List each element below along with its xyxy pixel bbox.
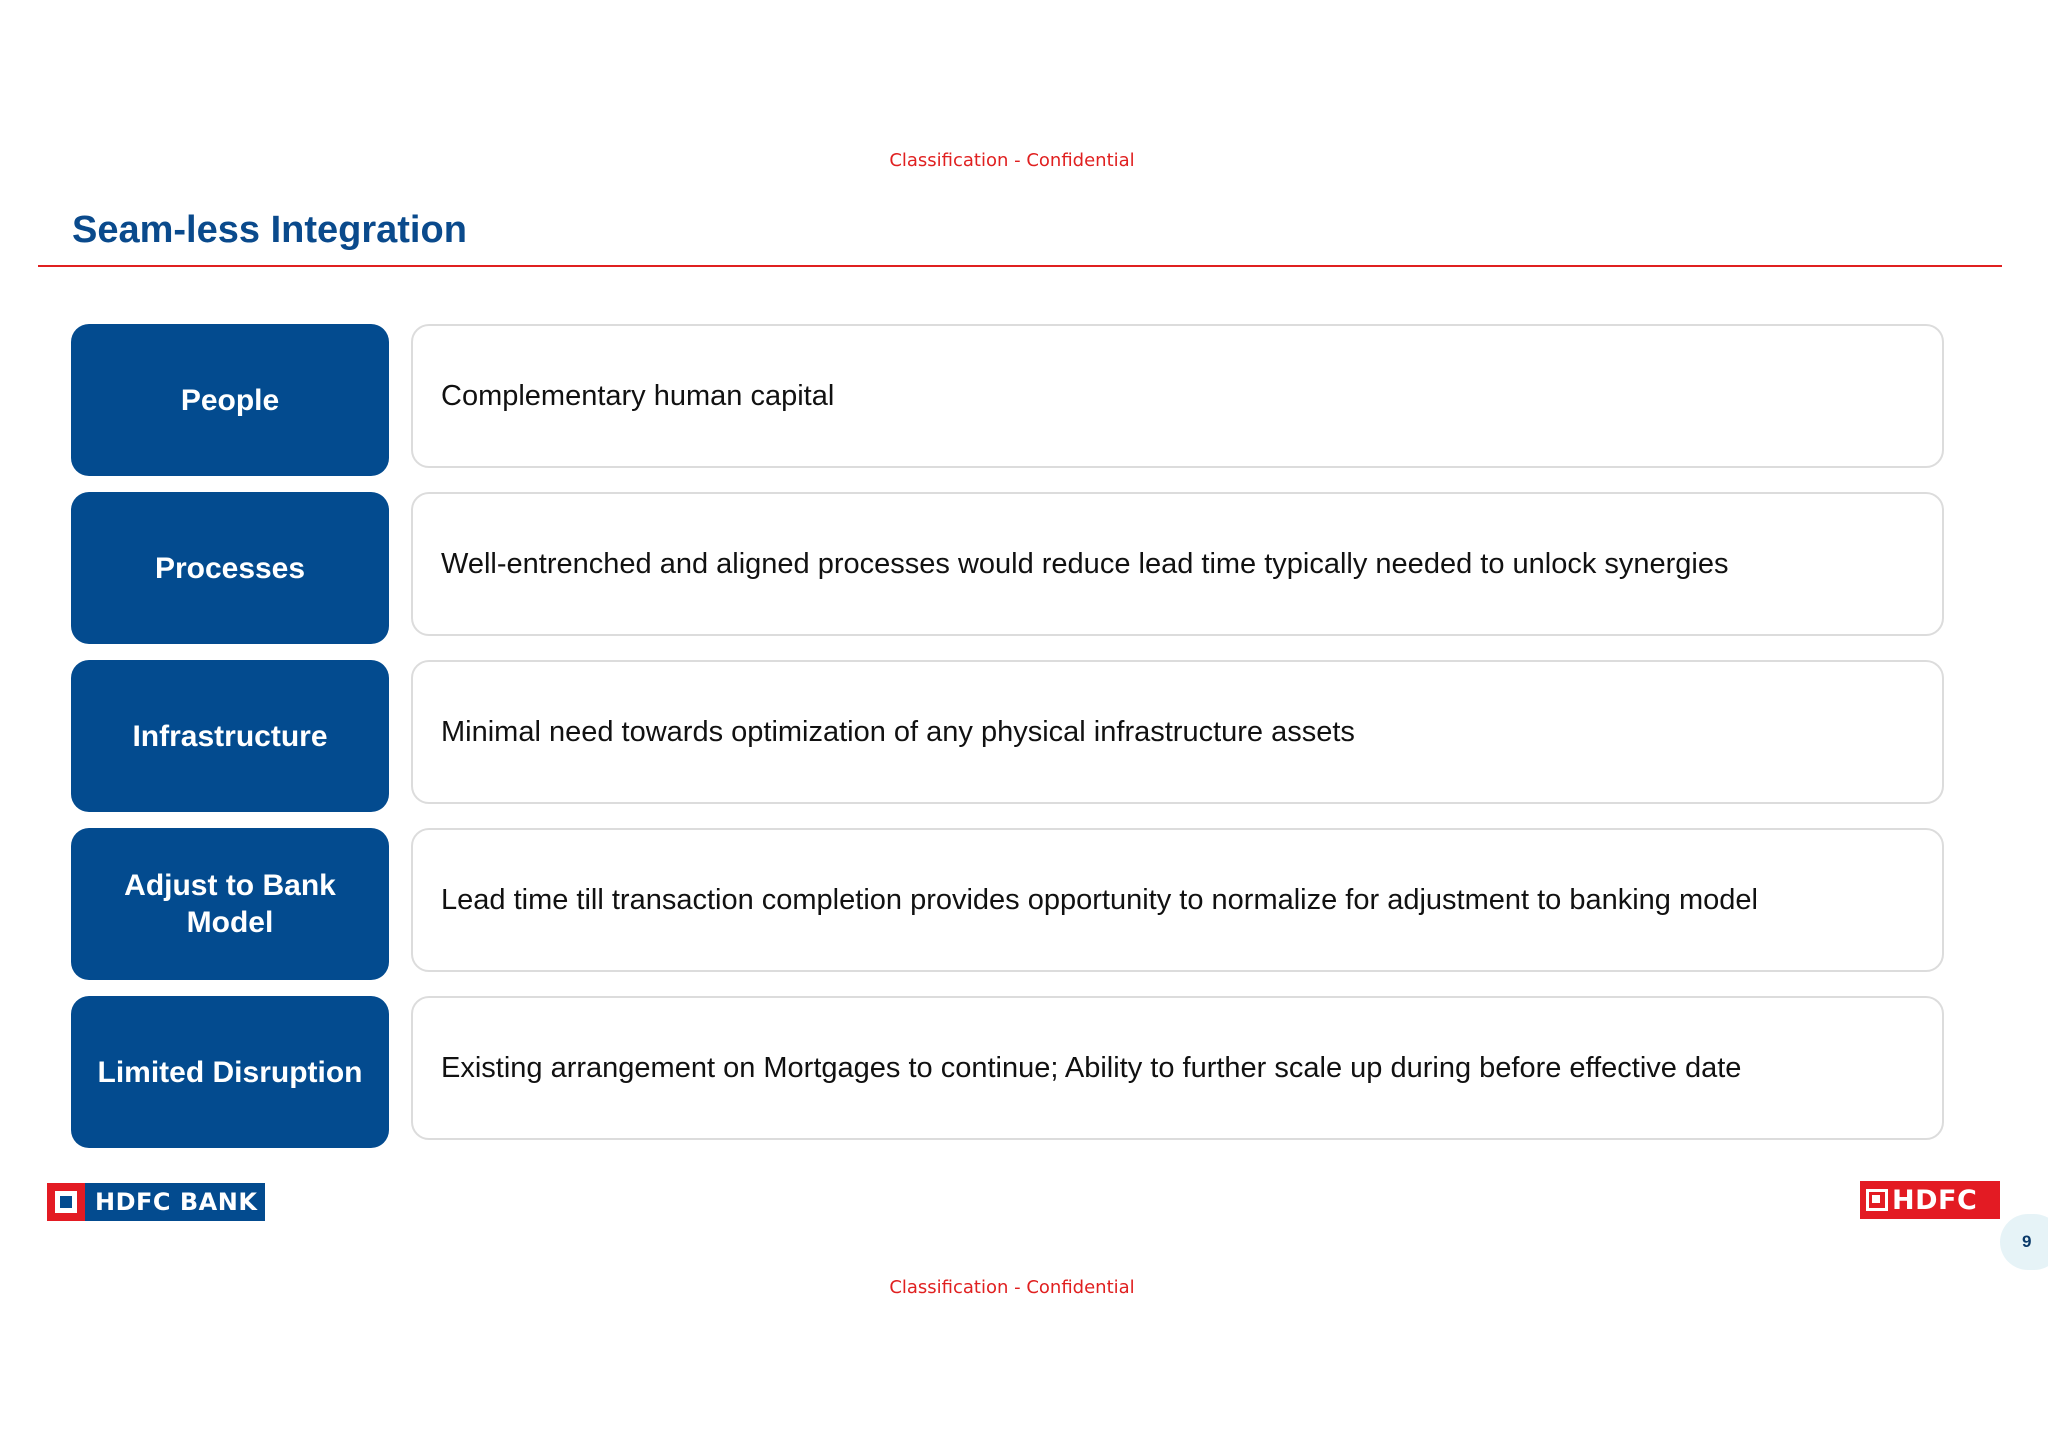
hdfc-bank-logo-icon (47, 1183, 85, 1221)
integration-row-processes (71, 492, 1944, 644)
row-label: Adjust to Bank Model (71, 828, 389, 980)
row-label: Limited Disruption (71, 996, 389, 1148)
row-description: Lead time till transaction completion provides opportunity to normalize for adjustment to banking model (411, 828, 1944, 972)
integration-row-people (71, 324, 1944, 476)
row-description: Existing arrangement on Mortgages to continue; Ability to further scale up during before effective date (411, 996, 1944, 1140)
row-label: Infrastructure (71, 660, 389, 812)
integration-row-adjust-to-bank-model (71, 828, 1944, 980)
hdfc-logo (1860, 1181, 2000, 1219)
hdfc-logo-text: HDFC (1892, 1184, 1978, 1216)
page-number: 9 (2000, 1214, 2048, 1270)
hdfc-bank-logo (47, 1183, 265, 1221)
integration-row-infrastructure (71, 660, 1944, 812)
hdfc-bank-logo-text: HDFC BANK (85, 1183, 265, 1221)
row-description: Minimal need towards optimization of any physical infrastructure assets (411, 660, 1944, 804)
row-label: People (71, 324, 389, 476)
hdfc-logo-icon (1866, 1189, 1888, 1211)
title-divider (38, 265, 2002, 267)
classification-top: Classification - Confidential (889, 150, 1135, 171)
row-description: Complementary human capital (411, 324, 1944, 468)
page-title: Seam-less Integration (72, 209, 467, 251)
row-description: Well-entrenched and aligned processes would reduce lead time typically needed to unlock synergies (411, 492, 1944, 636)
integration-row-limited-disruption (71, 996, 1944, 1148)
classification-bottom: Classification - Confidential (889, 1277, 1135, 1298)
row-label: Processes (71, 492, 389, 644)
